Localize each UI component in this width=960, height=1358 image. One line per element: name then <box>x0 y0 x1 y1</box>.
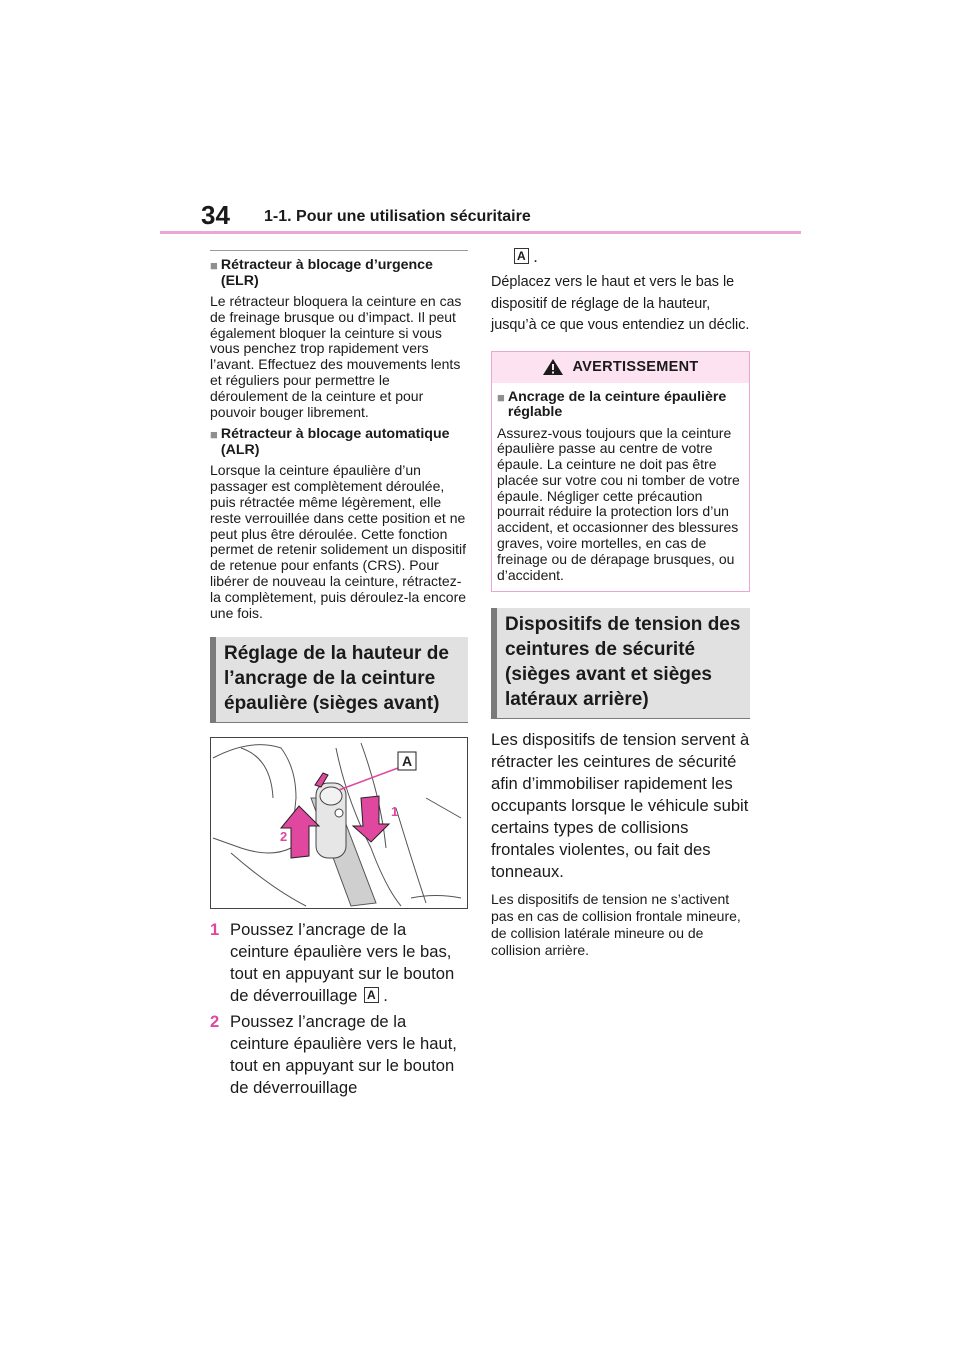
seatbelt-anchor-drawing <box>211 738 467 908</box>
square-bullet-icon: ■ <box>210 258 218 273</box>
section-title: 1-1. Pour une utilisation sécuritaire <box>264 208 531 225</box>
elr-title: Rétracteur à blocage d’urgence (ELR) <box>220 257 433 289</box>
callout-a-label: A <box>401 753 413 770</box>
warning-box <box>491 351 750 593</box>
step-number: 1 <box>210 920 220 940</box>
step-2-continuation <box>491 246 750 268</box>
arrow-label-2: 2 <box>280 829 288 845</box>
warning-subheading <box>497 390 744 421</box>
pretensioner-text: Les dispositifs de tension servent à rétracter les ceintures de sécurité afin d’immobiliser rapidement les occupants lorsque le véhicule subit certains types de collisions frontales violentes, ou fait des tonneaux. <box>491 730 750 882</box>
seatbelt-anchor-illustration <box>210 737 468 909</box>
section-heading-anchor-height: Réglage de la hauteur de l’ancrage de la ceinture épaulière (sièges avant) <box>210 637 468 723</box>
callout-a-box: A <box>514 248 529 264</box>
page-number: 34 <box>201 200 230 230</box>
arrow-label-1: 1 <box>391 804 399 820</box>
step-1 <box>210 919 468 1007</box>
step-1-end: . <box>383 986 388 1006</box>
step-2 <box>210 1011 468 1099</box>
warning-triangle-icon <box>542 358 564 376</box>
step-1-text-wrap <box>230 919 468 1007</box>
left-column <box>210 250 468 1103</box>
alr-text: Lorsque la ceinture épaulière d’un passager est complètement déroulée, puis rétractée même légèrement, elle reste verrouillée dans cette position et ne peut plus être déroulée. Cette fonction permet de retenir solidement un dispositif de retenue pour enfants (CRS). Pour libérer de nouveau la ceinture, rétractez-la complètement, puis déroulez-la encore une fois. <box>210 462 467 621</box>
alr-title: Rétracteur à blocage automatique (ALR) <box>220 426 450 458</box>
pretensioner-note: Les dispositifs de tension ne s’activent pas en cas de collision frontale mineure, de collision latérale mineure ou de collision arrière. <box>491 891 741 959</box>
warning-title: AVERTISSEMENT <box>572 359 699 375</box>
square-bullet-icon: ■ <box>210 427 218 443</box>
right-column <box>491 246 750 966</box>
warning-text: Assurez-vous toujours que la ceinture épaulière passe au centre de votre épaule. La ceinture ne doit pas être placée sur votre cou ni tomber de votre épaule. Négliger cette précaution pourrait réduire la protection lors d’un accident, et occasionner des blessures graves, voire mortelles, en cas de freinage ou de dérapage brusques, ou d’accident. <box>497 424 740 583</box>
step-number: 2 <box>210 1012 220 1032</box>
warning-subtitle: Ancrage de la ceinture épaulière réglable <box>507 388 727 420</box>
step-1-text: Poussez l’ancrage de la ceinture épaulière vers le bas, tout en appuyant sur le bouton de déverrouillage <box>230 920 455 1006</box>
alr-subheading <box>210 427 468 458</box>
step-2-end: . <box>533 247 538 266</box>
elr-text: Le rétracteur bloquera la ceinture en cas de freinage brusque ou d’impact. Il peut également bloquer la ceinture si vous vous penchez trop rapidement vers l’avant. Effectuez des mouvements lents et réguliers pour permettre le déroulement de la ceinture et pour pouvoir bouger librement. <box>210 293 462 420</box>
elr-subheading <box>210 258 468 289</box>
warning-header <box>492 352 749 383</box>
divider <box>210 250 468 251</box>
warning-body <box>492 383 749 592</box>
square-bullet-icon: ■ <box>497 389 505 405</box>
step-2-text: Poussez l’ancrage de la ceinture épaulière vers le haut, tout en appuyant sur le bouton de déverrouillage <box>230 1012 457 1098</box>
callout-a-box: A <box>364 987 379 1003</box>
header-rule <box>160 231 801 234</box>
height-adjust-note: Déplacez vers le haut et vers le bas le dispositif de réglage de la hauteur, jusqu’à ce que vous entendiez un déclic. <box>491 274 750 333</box>
section-heading-pretensioners: Dispositifs de tension des ceintures de sécurité (sièges avant et sièges latéraux arrière) <box>491 608 750 719</box>
